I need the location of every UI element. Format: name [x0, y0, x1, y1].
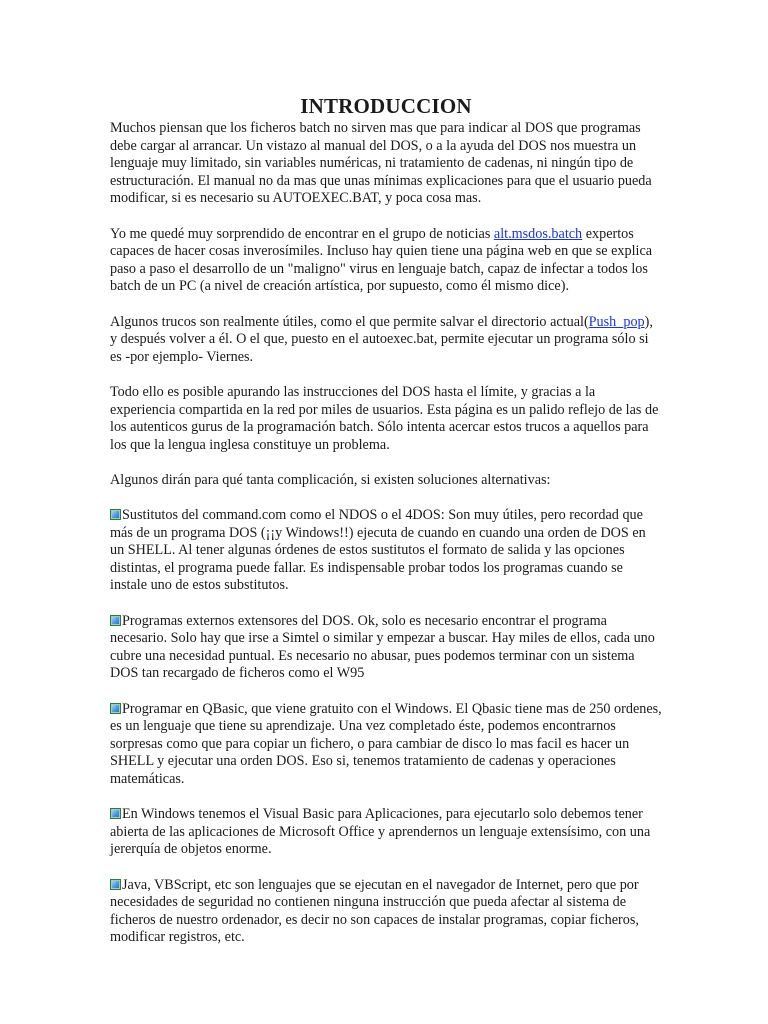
newsgroup-paragraph [110, 226, 662, 296]
tricks-paragraph [110, 314, 662, 367]
blue-square-bullet-icon [110, 509, 121, 520]
bullet-item [110, 507, 662, 595]
tricks-paragraph-text-before: Algunos trucos son realmente útiles, como el que permite salvar el directorio actual( [110, 313, 589, 330]
newsgroup-paragraph-text-before: Yo me quedé muy sorprendido de encontrar en el grupo de noticias [110, 225, 494, 242]
bullet-item-text: Programar en QBasic, que viene gratuito con el Windows. El Qbasic tiene mas de 250 ordenes, es un lenguaje que tiene su aprendizaje. Una vez completado éste, podemos encontrarnos sorpresas como que para copiar un fichero, o para cambiar de disco lo mas facil es hacer un SHELL y ejecutar una orden DOS. Eso si, tenemos tratamiento de cadenas y operaciones matemáticas. [110, 700, 662, 787]
document-page [110, 94, 662, 965]
blue-square-bullet-icon [110, 615, 121, 626]
push-pop-link[interactable]: Push_pop [588, 313, 645, 330]
intro-paragraph: Muchos piensan que los ficheros batch no sirven mas que para indicar al DOS que programas debe cargar al arrancar. Un vistazo al manual del DOS, o a la ayuda del DOS nos muestra un lenguaje muy limitado, sin variables numéricas, ni tratamiento de cadenas, ni ningún tipo de estructuración. El manual no da mas que unas mínimas explicaciones para que el usuario pueda modificar, si es necesario su AUTOEXEC.BAT, y poca cosa mas. [110, 120, 652, 207]
bullet-item [110, 701, 662, 789]
bullet-item-text: Java, VBScript, etc son lenguajes que se ejecutan en el navegador de Internet, pero que por necesidades de seguridad no contienen ninguna instrucción que pueda afectar al sistema de ficheros de nuestro ordenador, es decir no son capaces de instalar programas, copiar ficheros, modificar registros, etc. [110, 876, 639, 946]
blue-square-bullet-icon [110, 703, 121, 714]
blue-square-bullet-icon [110, 808, 121, 819]
bullet-item-text: En Windows tenemos el Visual Basic para Aplicaciones, para ejecutarlo solo debemos tener abierta de las aplicaciones de Microsoft Office y aprendernos un lenguaje extensísimo, con una jererquía de objetos enorme. [110, 806, 651, 858]
bullet-item [110, 806, 662, 859]
blue-square-bullet-icon [110, 879, 121, 890]
bullet-item [110, 613, 662, 683]
gurus-paragraph: Todo ello es posible apurando las instrucciones del DOS hasta el límite, y gracias a la experiencia compartida en la red por miles de usuarios. Esta página es un palido reflejo de las de los autenticos gurus de la programación batch. Sólo intenta acercar estos trucos a aquellos para los que la lengua inglesa constituye un problema. [110, 383, 659, 453]
page-title: INTRODUCCION [300, 94, 472, 118]
newsgroup-link[interactable]: alt.msdos.batch [493, 225, 583, 242]
bullet-item [110, 877, 662, 947]
alternatives-intro-paragraph: Algunos dirán para qué tanta complicación, si existen soluciones alternativas: [110, 471, 551, 488]
tricks-paragraph-text-after: ), y después volver a él. O el que, puesto en el autoexec.bat, permite ejecutar un programa sólo si es -por ejemplo- Viernes. [110, 313, 653, 365]
bullet-item-text: Sustitutos del command.com como el NDOS o el 4DOS: Son muy útiles, pero recordad que más de un programa DOS (¡¡y Windows!!) ejecuta de cuando en cuando una orden de DOS en un SHELL. Al tener algunas órdenes de estos sustitutos el formato de salida y las opciones distintas, el programa puede fallar. Es indispensable probar todos los programas cuando se instale uno de estos substitutos. [110, 507, 646, 594]
newsgroup-paragraph-text-after: expertos capaces de hacer cosas inverosímiles. Incluso hay quien tiene una página web en que se explica paso a paso el desarrollo de un "maligno" virus en lenguaje batch, capaz de infectar a todos los batch de un PC (a nivel de creación artística, por supuesto, como él mismo dice). [110, 225, 653, 295]
bullet-item-text: Programas externos extensores del DOS. Ok, solo es necesario encontrar el programa necesario. Solo hay que irse a Simtel o similar y empezar a buscar. Hay miles de ellos, cada uno cubre una necesidad puntual. Es necesario no abusar, pues podemos terminar con un sistema DOS tan recargado de ficheros como el W95 [110, 612, 655, 682]
